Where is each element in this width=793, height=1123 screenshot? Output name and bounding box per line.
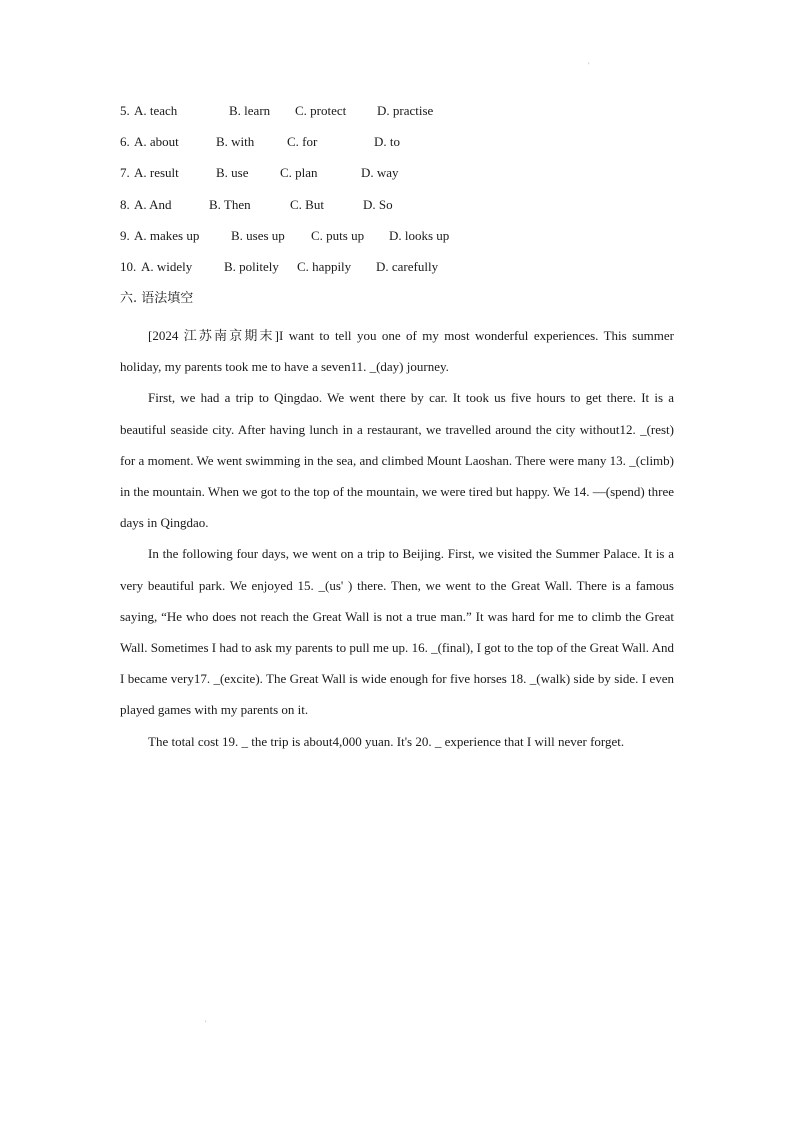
- option-number: 9.: [120, 227, 130, 243]
- option-b: B. learn: [229, 103, 271, 118]
- option-b: B. politely: [224, 258, 279, 274]
- option-c: C. for: [287, 134, 318, 150]
- option-a: A. widely: [141, 258, 193, 274]
- option-a: A. And: [134, 196, 172, 212]
- option-row-6: [120, 132, 680, 163]
- option-b: B. uses up: [231, 227, 285, 243]
- option-a: A. about: [134, 134, 179, 150]
- passage-paragraph: The total cost 19. _ the trip is about4,000 yuan. It's 20. _ experience that I will never forget.: [148, 733, 625, 749]
- option-b: B. Then: [209, 196, 251, 212]
- option-number: 10.: [120, 258, 137, 274]
- option-row-10: [120, 257, 680, 288]
- option-d: D. carefully: [376, 258, 439, 274]
- option-a: A. teach: [134, 103, 178, 118]
- option-a: A. makes up: [134, 227, 200, 243]
- option-c: C. happily: [297, 258, 352, 274]
- option-d: D. to: [374, 134, 400, 150]
- option-d: D. practise: [377, 103, 434, 118]
- option-c: C. plan: [280, 165, 318, 181]
- option-number: 6.: [120, 134, 130, 150]
- grammar-passage: [120, 320, 674, 757]
- section-title: 六. 语法填空: [120, 291, 194, 306]
- option-number: 8.: [120, 196, 130, 212]
- option-b: B. use: [216, 165, 249, 181]
- passage-paragraph: First, we had a trip to Qingdao. We went there by car. It took us five hours to get there. It is a beautiful seaside city. After having lunch in a restaurant, we travelled around the city without12. _(rest) for a moment. We went swimming in the sea, and climbed Mount Laoshan. There were many 13. _(climb) in the mountain. When we got to the top of the mountain, we were tired but happy. We 14. —(spend) three days in Qingdao.: [120, 390, 674, 531]
- option-c: C. puts up: [311, 227, 365, 243]
- passage-paragraph: In the following four days, we went on a trip to Beijing. First, we visited the Summer Palace. It is a very beautiful park. We enjoyed 15. _(us' ) there. Then, we went to the Great Wall. There is a famous saying, “He who does not reach the Great Wall is not a true man.” It was hard for me to climb the Great Wall. Sometimes I had to ask my parents to pull me up. 16. _(final), I got to the top of the Great Wall. And I became very17. _(excite). The Great Wall is wide enough for five horses 18. _(walk) side by side. I even played games with my parents on it.: [120, 546, 674, 718]
- option-number: 5.: [120, 103, 130, 118]
- option-d: D. So: [363, 196, 393, 212]
- option-row-5: [120, 101, 680, 132]
- option-row-9: [120, 226, 680, 257]
- option-c: C. But: [290, 196, 324, 212]
- option-d: D. way: [361, 165, 399, 181]
- option-number: 7.: [120, 165, 130, 181]
- option-b: B. with: [216, 134, 255, 150]
- option-c: C. protect: [295, 103, 347, 118]
- option-row-8: [120, 195, 680, 226]
- option-a: A. result: [134, 165, 179, 181]
- option-row-7: [120, 163, 680, 194]
- option-d: D. looks up: [389, 227, 450, 243]
- scan-mark-bottom: ': [205, 1020, 207, 1027]
- choice-options: [120, 101, 680, 288]
- passage-paragraph: [2024 江苏南京期末]I want to tell you one of my most wonderful experiences. This summer holiday, my parents took me to have a seven11. _(day) journey.: [120, 328, 674, 375]
- scan-mark-top: ': [588, 62, 590, 69]
